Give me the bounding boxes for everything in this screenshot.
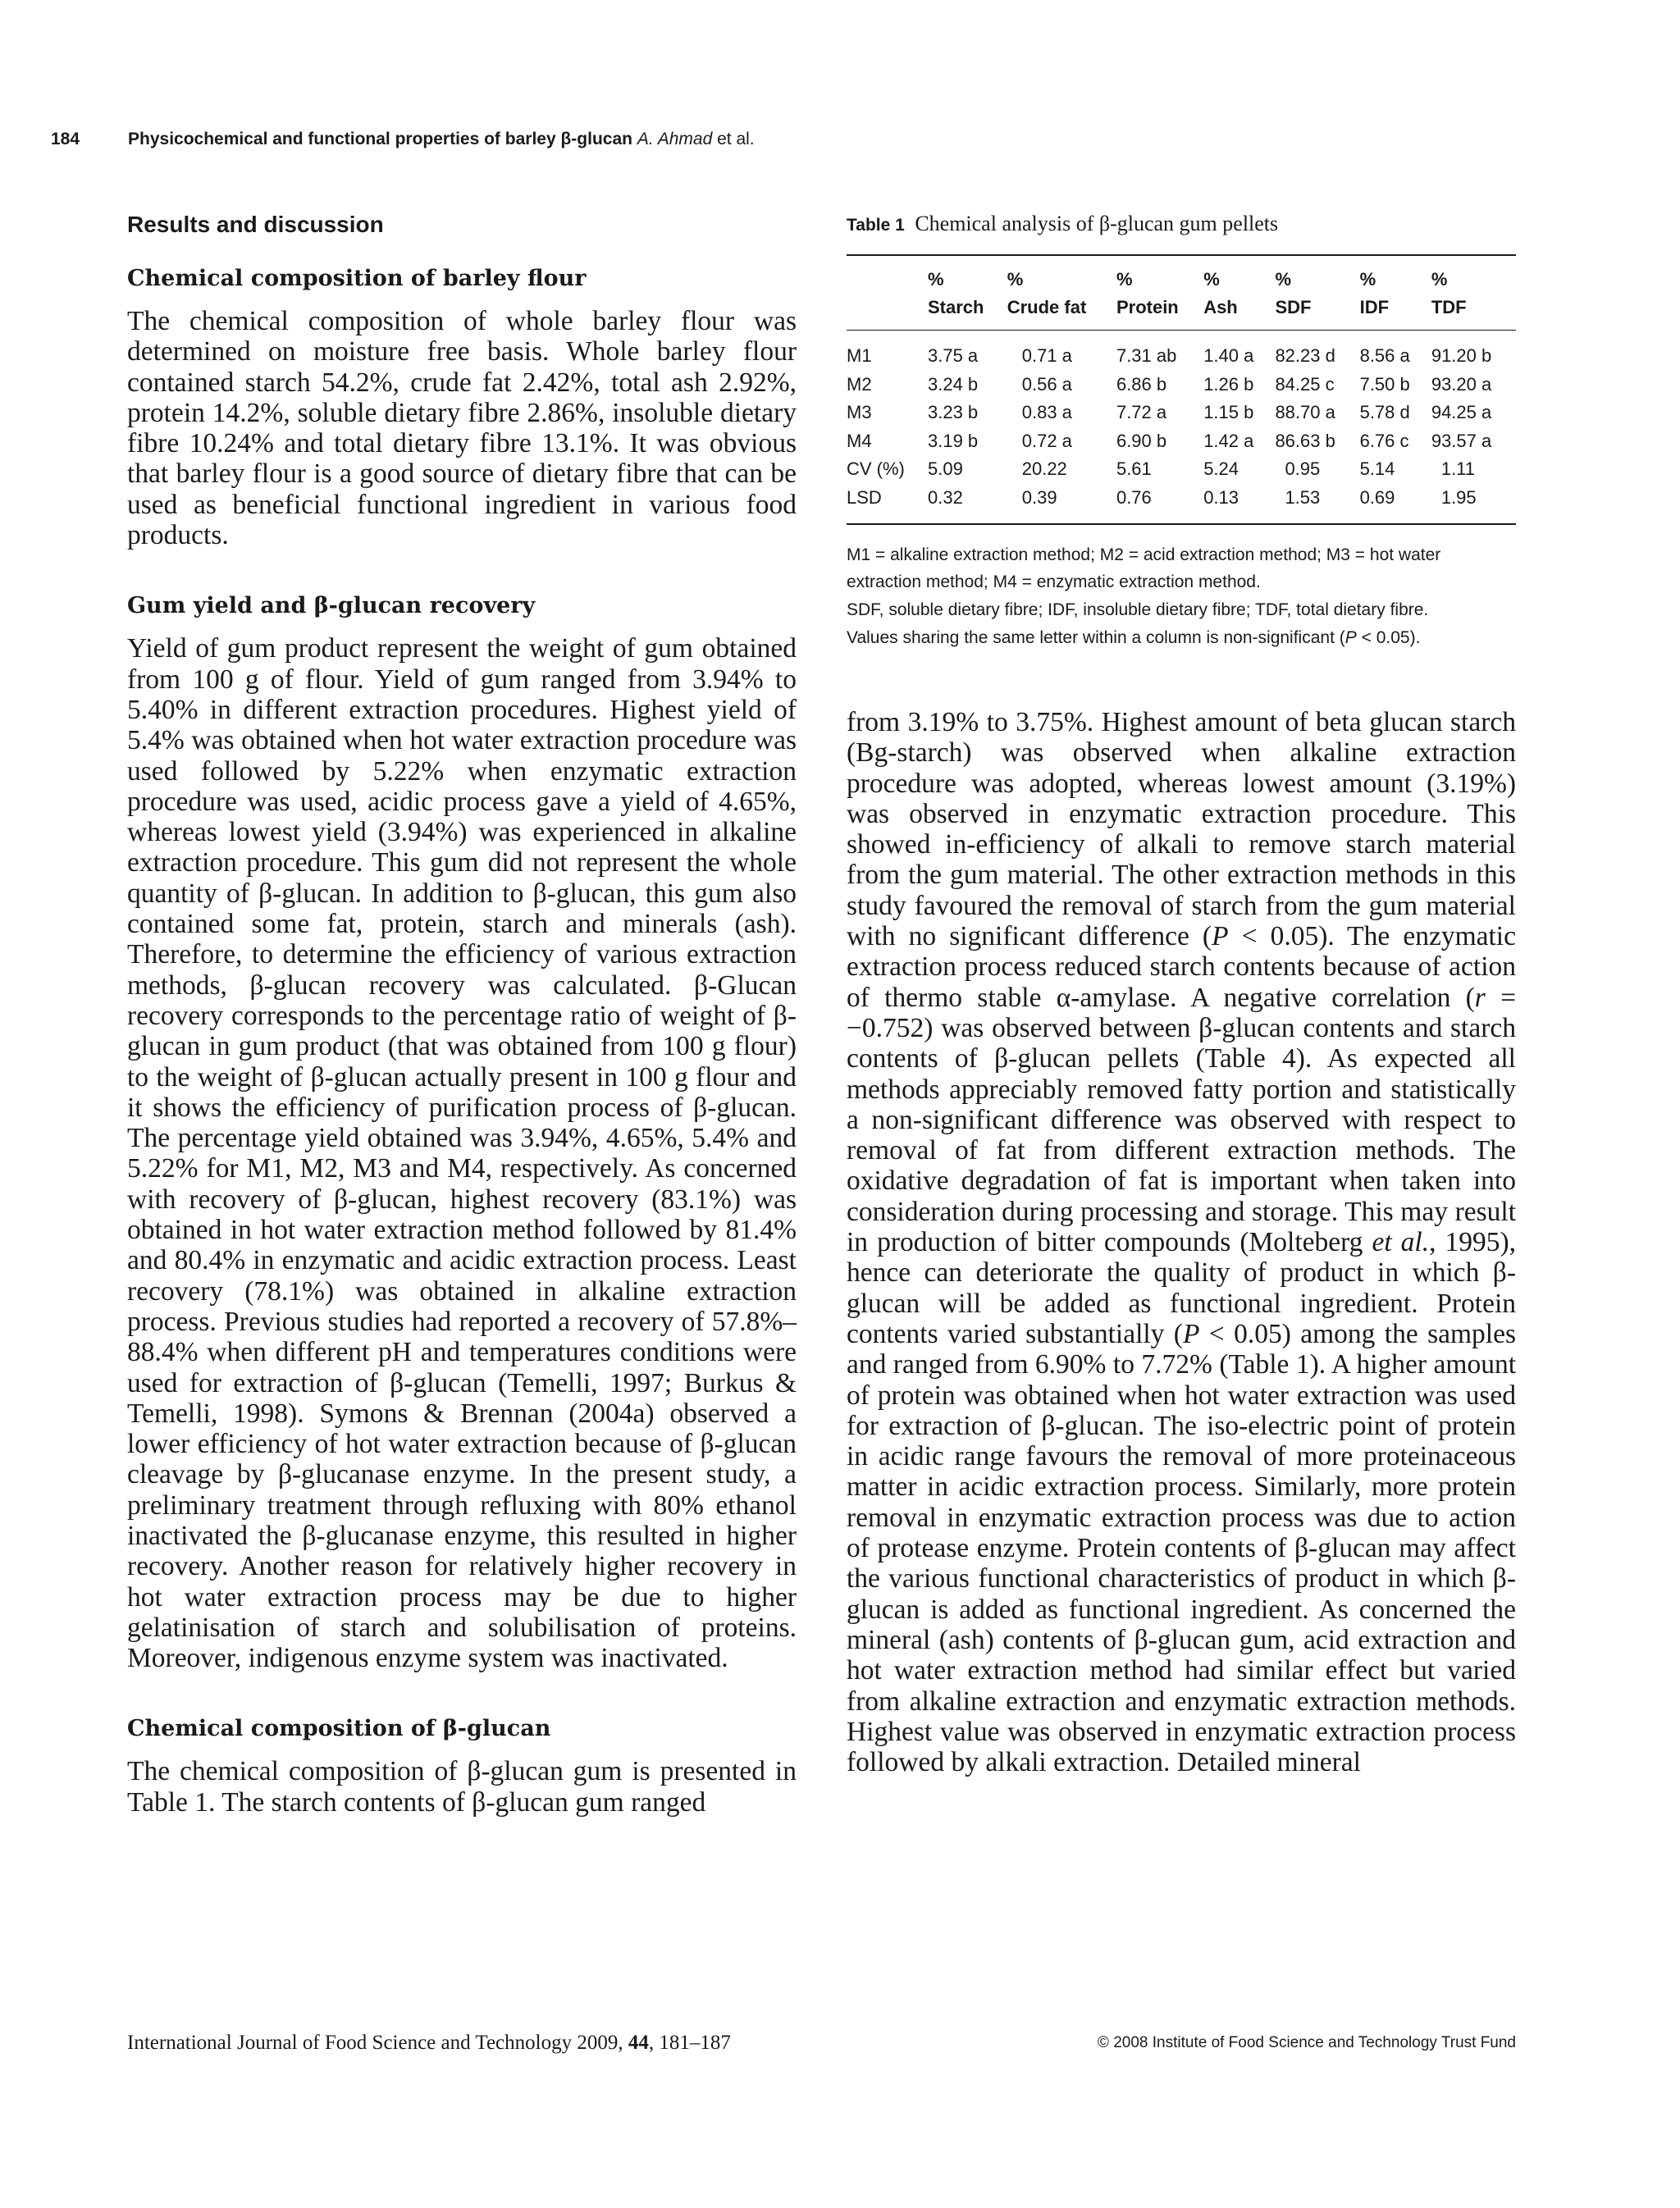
table-header-cell: TDF xyxy=(1431,297,1467,317)
table-cell: M4 xyxy=(847,430,872,451)
footer-copyright: © 2008 Institute of Food Science and Technology Trust Fund xyxy=(1097,2034,1516,2051)
subsection-heading-beta-glucan: Chemical composition of β-glucan xyxy=(127,1716,551,1742)
table-row xyxy=(847,427,1516,456)
table-header-cell: % xyxy=(1007,269,1024,290)
text-run: , 1995), hence can deteriorate the quality of product in which β-glucan will be added as functional ingredient. Protein contents varied substantially ( xyxy=(847,1227,1516,1349)
table-cell: 86.63 b xyxy=(1275,430,1335,451)
running-head xyxy=(51,130,755,149)
table-caption-text: Chemical analysis of β-glucan gum pellets xyxy=(915,212,1279,235)
table-header-cell: Crude fat xyxy=(1007,297,1087,317)
table-cell: 91.20 b xyxy=(1431,345,1492,366)
table-cell: CV (%) xyxy=(847,458,905,479)
table-cell: 1.53 xyxy=(1285,486,1321,508)
text-run: = −0.752) was observed between β-glucan contents and starch contents of β-glucan pellets (Table 4). As expected all methods appreciably removed fatty portion and statistically a non-significant difference was observed with respect to removal of fat from different extraction methods. The oxidative degradation of fat is important when taken into consideration during processing and storage. This may result in production of bitter compounds (Molteberg xyxy=(847,982,1516,1258)
table-footnote: SDF, soluble dietary fibre; IDF, insoluble dietary fibre; TDF, total dietary fibre. xyxy=(847,600,1429,619)
table-header-cell: Protein xyxy=(1116,297,1179,317)
running-authors: A. Ahmad xyxy=(637,130,713,148)
table-cell: M3 xyxy=(847,402,872,422)
table-header-cell: % xyxy=(1116,269,1133,290)
table-header-row xyxy=(847,255,1516,294)
paragraph-beta-glucan: The chemical composition of β-glucan gum is presented in Table 1. The starch contents of β-glucan gum ranged xyxy=(127,1756,797,1818)
table-cell: 1.42 a xyxy=(1203,430,1254,451)
table-cell: 0.32 xyxy=(928,486,963,508)
paragraph-beta-glucan-continued xyxy=(847,707,1516,1777)
table-cell: 0.72 a xyxy=(1021,430,1072,451)
table-cell: 84.25 c xyxy=(1275,373,1335,395)
table-header-cell: % xyxy=(1275,269,1291,290)
section-heading: Results and discussion xyxy=(127,212,384,237)
table-footnote xyxy=(847,624,1516,651)
text-run: < 0.05) among the samples and ranged from 6.90% to 7.72% (Table 1). A higher amount of protein was obtained when hot water extraction was used for extraction of β-glucan. The iso-electric point of protein in acidic range favours the removal of more proteinaceous matter in acidic extraction process. Similarly, more protein removal in enzymatic extraction process was due to action of protease enzyme. Protein contents of β-glucan may affect the various functional characteristics of product in which β-glucan is added as functional ingredient. As concerned the mineral (ash) contents of β-glucan gum, acid extraction and hot water extraction method had similar effect but varied from alkaline extraction and enzymatic extraction methods. Highest value was observed in enzymatic extraction process followed by alkali extraction. Detailed mineral xyxy=(847,1318,1516,1778)
table-row xyxy=(847,455,1516,484)
table-header-cell: IDF xyxy=(1359,297,1390,317)
footer-journal xyxy=(127,2032,731,2055)
table-cell: 82.23 d xyxy=(1275,345,1335,366)
table-header-cell: Ash xyxy=(1203,297,1238,317)
table-cell: LSD xyxy=(847,486,882,508)
text-run: from 3.19% to 3.75%. Highest amount of beta glucan starch (Bg-starch) was observed when alkaline extraction procedure was adopted, whereas lowest amount (3.19%) was observed in enzymatic extraction procedure. This showed in-efficiency of alkali to remove starch material from the gum material. The other extraction methods in this study favoured the removal of starch from the gum material with no significant difference ( xyxy=(847,707,1516,952)
table-header-cell: Starch xyxy=(928,297,984,317)
table-cell: 6.86 b xyxy=(1116,373,1167,395)
table-cell: 0.83 a xyxy=(1021,402,1072,422)
table-cell: 1.26 b xyxy=(1203,373,1254,395)
table-cell: 3.24 b xyxy=(928,373,979,395)
table-cell: 0.13 xyxy=(1203,486,1239,508)
table-row xyxy=(847,484,1516,525)
text-run-italic: et al. xyxy=(1372,1227,1430,1258)
subsection-heading-barley-flour: Chemical composition of barley flour xyxy=(127,266,587,291)
table-label: Table 1 xyxy=(847,216,905,235)
table-cell: 3.19 b xyxy=(928,430,979,451)
table-cell: 93.20 a xyxy=(1431,373,1492,395)
table-row xyxy=(847,399,1516,427)
table-cell: 93.57 a xyxy=(1431,430,1492,451)
table-header-row xyxy=(847,294,1516,331)
table-header-cell xyxy=(847,255,928,294)
table-cell: 1.40 a xyxy=(1203,345,1254,366)
footer-volume: 44 xyxy=(628,2032,649,2054)
table-cell: 1.11 xyxy=(1440,458,1476,479)
table-cell: 0.69 xyxy=(1359,486,1395,508)
table-cell: 0.39 xyxy=(1021,486,1057,508)
table-row xyxy=(847,331,1516,371)
table-cell: 3.23 b xyxy=(928,402,979,422)
table-cell: 5.24 xyxy=(1203,458,1239,479)
table-header-cell: % xyxy=(1431,269,1448,290)
text-run-italic: P xyxy=(1182,1318,1200,1349)
table-cell: 5.78 d xyxy=(1359,402,1410,422)
table-footnotes xyxy=(847,541,1516,651)
table-cell: 88.70 a xyxy=(1275,402,1335,422)
table-caption xyxy=(847,212,1516,236)
footer-journal-name: International Journal of Food Science and Technology 2009, xyxy=(127,2032,623,2054)
running-title: Physicochemical and functional properties of barley β-glucan xyxy=(128,130,632,148)
footer-pages: , 181–187 xyxy=(648,2032,731,2054)
chemical-analysis-table xyxy=(847,254,1516,525)
table-cell: 0.95 xyxy=(1285,458,1321,479)
table-header-cell: % xyxy=(928,269,944,290)
table-cell: 1.15 b xyxy=(1203,402,1254,422)
footnote-text: Values sharing the same letter within a column is non-significant ( xyxy=(847,628,1345,647)
table-cell: 7.31 ab xyxy=(1116,345,1177,366)
table-header-cell: % xyxy=(1359,269,1376,290)
text-run-italic: r xyxy=(1474,982,1486,1013)
paragraph-barley-flour: The chemical composition of whole barley flour was determined on moisture free basis. Whole barley flour contained starch 54.2%, crude fat 2.42%, total ash 2.92%, protein 14.2%, soluble dietary fibre 2.86%, insoluble dietary fibre 10.24% and total dietary fibre 13.1%. It was obvious that barley flour is a good source of dietary fibre that can be used as beneficial functional ingredient in various food products. xyxy=(127,306,797,551)
table-cell: 20.22 xyxy=(1021,458,1067,479)
table-cell: 5.09 xyxy=(928,458,963,479)
paragraph-gum-yield: Yield of gum product represent the weight of gum obtained from 100 g of flour. Yield of gum ranged from 3.94% to 5.40% in different extraction procedures. Highest yield of 5.4% was obtained when hot water extraction procedure was used followed by 5.22% when enzymatic extraction procedure was used, acidic process gave a yield of 4.65%, whereas lowest yield (3.94%) was experienced in alkaline extraction procedure. This gum did not represent the whole quantity of β-glucan. In addition to β-glucan, this gum also contained some fat, protein, starch and minerals (ash). Therefore, to determine the efficiency of various extraction methods, β-glucan recovery was calculated. β-Glucan recovery corresponds to the percentage ratio of weight of β-glucan in gum product (that was obtained from 100 g flour) to the weight of β-glucan actually present in 100 g flour and it shows the efficiency of purification process of β-glucan. The percentage yield obtained was 3.94%, 4.65%, 5.4% and 5.22% for M1, M2, M3 and M4, respectively. As concerned with recovery of β-glucan, highest recovery (83.1%) was obtained in hot water extraction method followed by 81.4% and 80.4% in enzymatic and acidic extraction process. Least recovery (78.1%) was obtained in alkaline extraction process. Previous studies had reported a recovery of 57.8%–88.4% when different pH and temperatures conditions were used for extraction of β-glucan (Temelli, 1997; Burkus & Temelli, 1998). Symons & Brennan (2004a) observed a lower efficiency of hot water extraction because of β-glucan cleavage by β-glucanase enzyme. In the present study, a preliminary treatment through refluxing with 80% ethanol inactivated the β-glucanase enzyme, this resulted in higher recovery. Another reason for relatively higher recovery in hot water extraction process may be due to higher gelatinisation of starch and solubilisation of proteins. Moreover, indigenous enzyme system was inactivated. xyxy=(127,633,797,1674)
table-cell: M2 xyxy=(847,373,872,395)
table-row xyxy=(847,371,1516,399)
table-cell: 8.56 a xyxy=(1359,345,1410,366)
right-column xyxy=(847,203,1516,1820)
table-header-cell xyxy=(847,294,928,331)
footnote-text: < 0.05). xyxy=(1356,628,1421,647)
table-cell: 0.56 a xyxy=(1021,373,1072,395)
subsection-heading-gum-yield: Gum yield and β-glucan recovery xyxy=(127,593,536,619)
table-cell: M1 xyxy=(847,345,872,366)
table-header-cell: SDF xyxy=(1275,297,1312,317)
footnote-p: P xyxy=(1344,628,1357,647)
text-run-italic: P xyxy=(1212,921,1229,952)
table-cell: 94.25 a xyxy=(1431,402,1492,422)
table-cell: 3.75 a xyxy=(928,345,979,366)
text-run: < 0.05). The enzymatic extraction process reduced starch contents because of action of thermo stable α-amylase. A negative correlation ( xyxy=(847,921,1516,1013)
table-cell: 1.95 xyxy=(1440,486,1477,508)
table-footnote: M1 = alkaline extraction method; M2 = acid extraction method; M3 = hot water extraction method; M4 = enzymatic extraction method. xyxy=(847,545,1441,591)
table-cell: 0.76 xyxy=(1116,486,1152,508)
left-column xyxy=(127,203,797,1860)
table-cell: 6.90 b xyxy=(1116,430,1167,451)
table-cell: 5.14 xyxy=(1359,458,1395,479)
table-cell: 6.76 c xyxy=(1359,430,1409,451)
table-cell: 7.72 a xyxy=(1116,402,1167,422)
table-header-cell: % xyxy=(1203,269,1220,290)
table-cell: 0.71 a xyxy=(1021,345,1072,366)
page-number: 184 xyxy=(51,130,80,148)
table-cell: 7.50 b xyxy=(1359,373,1410,395)
running-etal: et al. xyxy=(717,130,755,148)
table-cell: 5.61 xyxy=(1116,458,1152,479)
